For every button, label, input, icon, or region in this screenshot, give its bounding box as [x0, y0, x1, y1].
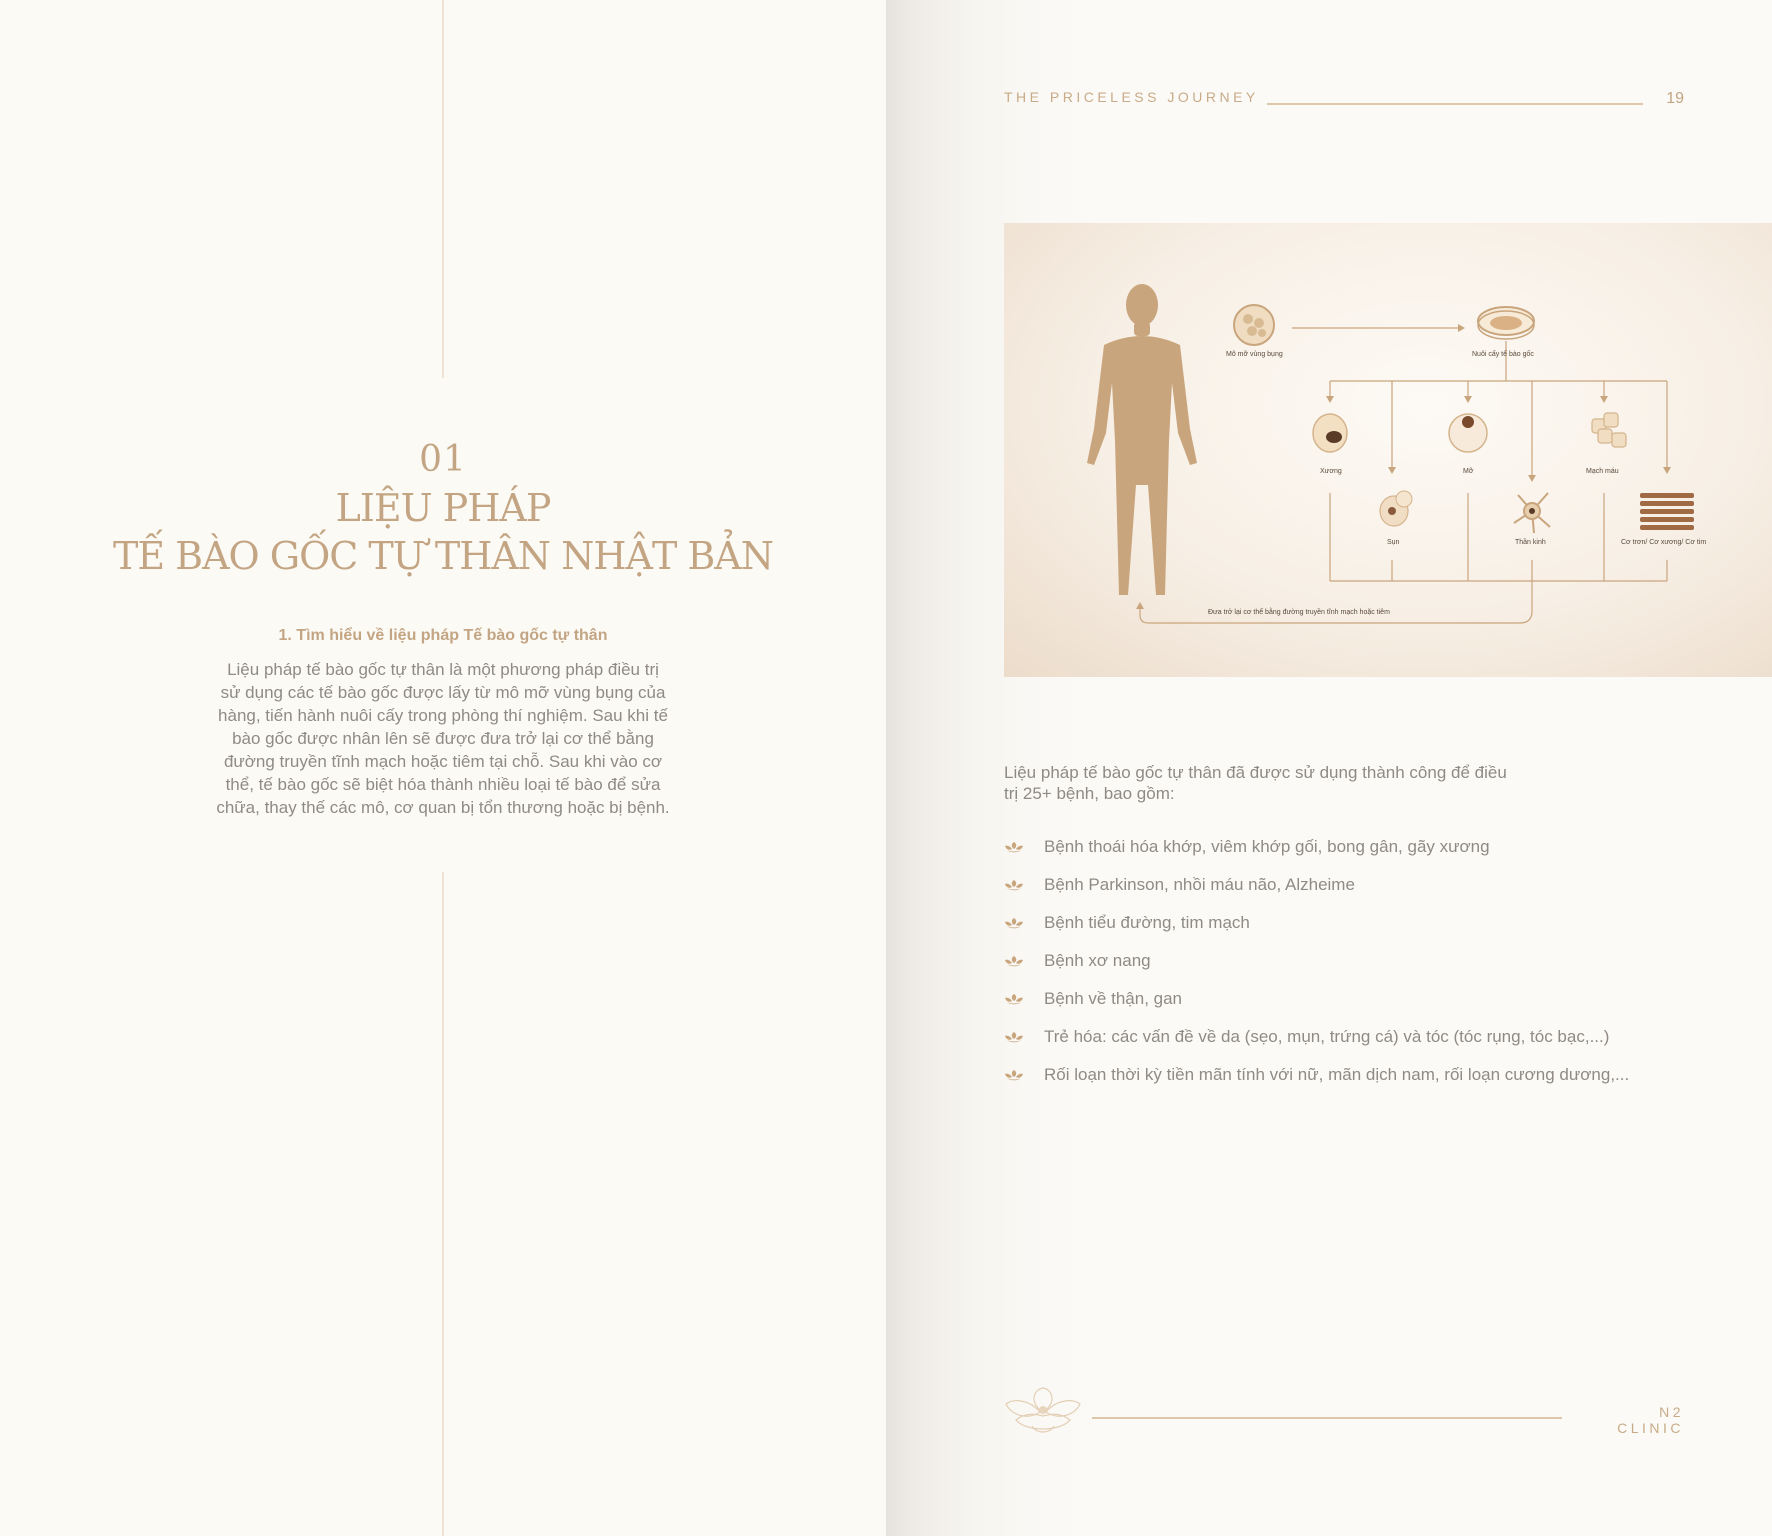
disease-text: Bệnh tiểu đường, tim mạch — [1044, 913, 1250, 932]
label-fat: Mỡ — [1463, 468, 1474, 475]
disease-text: Bệnh Parkinson, nhồi máu não, Alzheime — [1044, 875, 1355, 894]
list-item — [1004, 904, 1629, 942]
chapter-heading — [100, 436, 786, 580]
human-body-icon — [1087, 284, 1197, 595]
label-bone: Xương — [1320, 468, 1342, 475]
list-intro: Liệu pháp tế bào gốc tự thân đã được sử dụng thành công để điều trị 25+ bệnh, bao gồm: — [1004, 763, 1507, 803]
chapter-number: 01 — [419, 439, 467, 480]
intro-paragraph: Liệu pháp tế bào gốc tự thân là một phương pháp điều trị sử dụng các tế bào gốc được lấy từ mô mỡ vùng bụng của hàng, tiến hành nuôi cấy trong phòng thí nghiệm. Sau khi tế bào gốc được nhân lên sẽ được đưa trở lại cơ thể bằng đường truyền tĩnh mạch hoặc tiêm tại chỗ. Sau khi vào cơ thể, tế bào gốc sẽ biệt hóa thành nhiều loại tế bào để sửa chữa, thay thế các mô, cơ quan bị tổn thương hoặc bị bệnh. — [216, 660, 670, 817]
lotus-bullet-icon — [1004, 954, 1024, 968]
list-item — [1004, 866, 1629, 904]
lotus-bullet-icon — [1004, 840, 1024, 854]
vertical-rule-top — [442, 0, 444, 378]
stem-cell-diagram — [1004, 223, 1772, 677]
disease-text: Bệnh về thận, gan — [1044, 989, 1183, 1008]
label-nerve: Thần kinh — [1515, 539, 1546, 546]
label-culture: Nuôi cấy tế bào gốc — [1472, 351, 1534, 358]
lotus-logo-icon — [1002, 1382, 1084, 1438]
header-rule — [1267, 103, 1643, 105]
fat-tissue-icon — [1234, 305, 1274, 345]
disease-text: Bệnh xơ nang — [1044, 951, 1151, 970]
section-heading: 1. Tìm hiểu về liệu pháp Tế bào gốc tự thân — [278, 627, 608, 644]
cartilage-cell-icon — [1380, 491, 1412, 526]
list-item — [1004, 980, 1629, 1018]
bone-cell-icon — [1313, 414, 1347, 452]
nerve-cell-icon — [1514, 493, 1550, 533]
list-item — [1004, 942, 1629, 980]
label-return: Đưa trở lại cơ thể bằng đường truyền tĩnh mạch hoặc tiêm — [1208, 609, 1390, 616]
list-item — [1004, 1018, 1629, 1056]
footer-brand: N2 CLINIC — [1617, 1404, 1684, 1436]
label-muscle: Cơ trơn/ Cơ xương/ Cơ tim — [1621, 539, 1707, 546]
list-item — [1004, 828, 1629, 866]
lotus-bullet-icon — [1004, 1068, 1024, 1082]
running-head: THE PRICELESS JOURNEY — [1004, 89, 1259, 105]
label-cartilage: Sụn — [1387, 539, 1400, 546]
list-item — [1004, 1056, 1629, 1094]
lotus-bullet-icon — [1004, 916, 1024, 930]
muscle-fiber-icon — [1640, 493, 1694, 530]
disease-text: Bệnh thoái hóa khớp, viêm khớp gối, bong gân, gãy xương — [1044, 837, 1490, 856]
page-number: 19 — [1666, 90, 1684, 107]
lotus-bullet-icon — [1004, 992, 1024, 1006]
vertical-rule-bottom — [442, 872, 444, 1536]
lotus-bullet-icon — [1004, 878, 1024, 892]
vascular-cell-icon — [1592, 413, 1626, 447]
footer-rule — [1092, 1417, 1562, 1419]
petri-dish-icon — [1478, 307, 1534, 339]
distribution-connectors — [1140, 341, 1667, 623]
disease-text: Trẻ hóa: các vấn đề về da (sẹo, mụn, trứng cá) và tóc (tóc rụng, tóc bạc,...) — [1044, 1027, 1610, 1046]
fat-cell-icon — [1449, 414, 1487, 452]
chapter-title-line2: TẾ BÀO GỐC TỰ THÂN NHẬT BẢN — [112, 534, 773, 578]
lotus-bullet-icon — [1004, 1030, 1024, 1044]
label-vessel: Mạch máu — [1586, 468, 1619, 475]
disease-list — [1004, 828, 1629, 1094]
disease-text: Rối loạn thời kỳ tiền mãn tính với nữ, mãn dịch nam, rối loạn cương dương,... — [1044, 1065, 1630, 1084]
label-fat-tissue: Mô mỡ vùng bụng — [1226, 351, 1283, 358]
chapter-title-line1: LIỆU PHÁP — [335, 486, 551, 530]
